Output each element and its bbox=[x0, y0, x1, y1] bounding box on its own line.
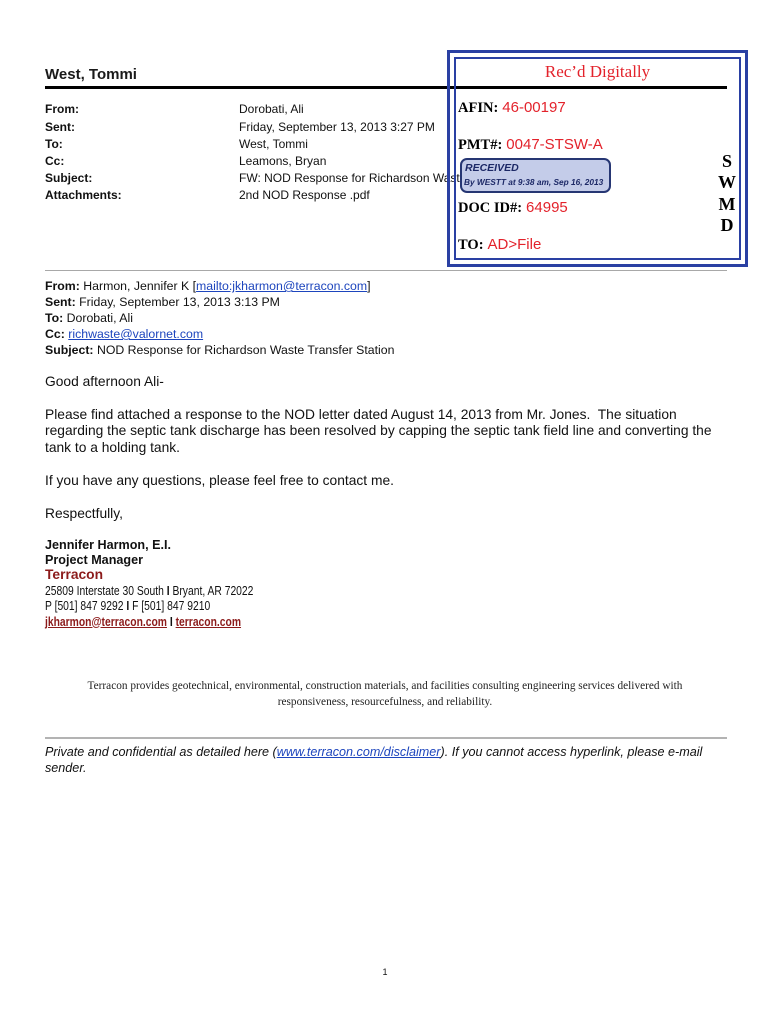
separator: I bbox=[166, 583, 170, 598]
stamp-pmt-row bbox=[458, 136, 603, 154]
forward-separator-rule bbox=[45, 270, 727, 271]
body-paragraph-line: tank to a holding tank. bbox=[45, 439, 180, 455]
address-street: 25809 Interstate 30 South bbox=[45, 583, 164, 598]
side-letter: D bbox=[720, 214, 734, 235]
header-row-sent bbox=[45, 119, 465, 136]
stamp-doc-id-label: DOC ID#: bbox=[458, 200, 523, 216]
closing-line: If you have any questions, please feel free to contact me. bbox=[45, 472, 394, 488]
attachment-name: 2nd NOD Response .pdf bbox=[239, 188, 370, 203]
separator: I bbox=[169, 614, 173, 629]
fwd-from-mailto-link[interactable]: mailto:jkharmon@terracon.com bbox=[196, 279, 368, 293]
stamp-afin-label: AFIN: bbox=[458, 100, 499, 116]
fwd-from-name: Harmon, Jennifer K [ bbox=[83, 279, 197, 293]
fwd-from-bracket: ] bbox=[367, 279, 371, 293]
header-row-subject bbox=[45, 170, 465, 187]
fwd-to-value: Dorobati, Ali bbox=[66, 311, 133, 325]
header-value: FW: NOD Response for Richardson Wast bbox=[239, 171, 460, 186]
stamp-side-letters bbox=[717, 151, 737, 236]
header-value: West, Tommi bbox=[239, 136, 308, 151]
phone-number: P [501] 847 9292 bbox=[45, 598, 124, 613]
header-label: To: bbox=[45, 136, 63, 151]
disclaimer-rule bbox=[45, 737, 727, 739]
header-label: Attachments: bbox=[45, 188, 122, 203]
forwarded-header bbox=[45, 278, 394, 358]
signature-name: Jennifer Harmon, E.I. bbox=[45, 537, 171, 552]
stamp-afin-value: 46-00197 bbox=[502, 99, 566, 116]
header-row-attachments bbox=[45, 187, 465, 204]
disclaimer-line: sender. bbox=[45, 761, 87, 775]
separator: I bbox=[126, 598, 130, 613]
fwd-subject-label: Subject: bbox=[45, 343, 94, 357]
header-row-cc bbox=[45, 153, 465, 170]
sign-off: Respectfully, bbox=[45, 505, 123, 521]
stamp-pmt-value: 0047-STSW-A bbox=[506, 136, 603, 153]
signature-web bbox=[45, 615, 241, 631]
fwd-subject-value: NOD Response for Richardson Waste Transfer Station bbox=[96, 343, 395, 357]
header-value: Friday, September 13, 2013 3:27 PM bbox=[239, 119, 435, 134]
header-label: Sent: bbox=[45, 119, 75, 134]
page-number: 1 bbox=[382, 967, 388, 977]
signature-website-link[interactable]: terracon.com bbox=[175, 614, 242, 629]
disclaimer-link[interactable]: www.terracon.com/disclaimer bbox=[276, 745, 441, 759]
body-paragraph-line: Please find attached a response to the NOD letter dated August 14, 2013 from Mr. Jones. The situation bbox=[45, 406, 677, 422]
stamp-doc-id-value: 64995 bbox=[526, 199, 568, 216]
header-row-from bbox=[45, 101, 465, 118]
disclaimer-text: ). If you cannot access hyperlink, please e-mail bbox=[440, 745, 703, 759]
body-paragraph-line: regarding the septic tank discharge has been resolved by capping the septic tank field line and converting the bbox=[45, 423, 712, 439]
fwd-sent-line bbox=[45, 294, 394, 310]
stamp-to-value: AD>File bbox=[487, 236, 542, 253]
stamp-afin-row bbox=[458, 99, 566, 117]
signature-company: Terracon bbox=[45, 567, 104, 582]
mailbox-owner-name: West, Tommi bbox=[45, 66, 137, 83]
fwd-to-label: To: bbox=[45, 311, 64, 325]
stamp-doc-id-row bbox=[458, 199, 568, 217]
fwd-sent-label: Sent: bbox=[45, 295, 76, 309]
fwd-sent-value: Friday, September 13, 2013 3:13 PM bbox=[79, 295, 280, 309]
signature-title: Project Manager bbox=[45, 552, 143, 567]
stamp-to-row bbox=[458, 236, 541, 254]
company-tagline-line: responsiveness, resourcefulness, and reliability. bbox=[277, 696, 493, 708]
signature-email-link[interactable]: jkharmon@terracon.com bbox=[45, 614, 167, 629]
signature-address bbox=[45, 584, 253, 600]
side-letter: W bbox=[718, 172, 736, 193]
fwd-from-label: From: bbox=[45, 279, 80, 293]
header-value: Leamons, Bryan bbox=[239, 153, 327, 168]
header-label: Cc: bbox=[45, 153, 65, 168]
fwd-cc-email-link[interactable]: richwaste@valornet.com bbox=[68, 327, 204, 341]
side-letter: S bbox=[721, 151, 732, 171]
header-value: Dorobati, Ali bbox=[239, 102, 304, 117]
stamp-to-label: TO: bbox=[458, 237, 484, 253]
company-tagline-line: Terracon provides geotechnical, environmental, construction materials, and facilities consulting engineering services delivered with bbox=[87, 680, 683, 692]
received-date-stamp bbox=[460, 158, 611, 193]
fwd-to-line bbox=[45, 310, 394, 326]
fwd-from-line bbox=[45, 278, 394, 294]
fwd-subject-line bbox=[45, 342, 394, 358]
header-label: Subject: bbox=[45, 171, 93, 186]
disclaimer-text: Private and confidential as detailed here ( bbox=[45, 745, 277, 759]
address-city: Bryant, AR 72022 bbox=[172, 583, 254, 598]
fax-number: F [501] 847 9210 bbox=[132, 598, 211, 613]
greeting: Good afternoon Ali- bbox=[45, 373, 164, 389]
received-stamp-title: RECEIVED bbox=[465, 162, 519, 174]
fwd-cc-line bbox=[45, 326, 394, 342]
side-letter: M bbox=[718, 193, 736, 214]
disclaimer-line bbox=[45, 744, 702, 760]
stamp-title: Rec’d Digitally bbox=[544, 62, 651, 81]
stamp-pmt-label: PMT#: bbox=[458, 137, 503, 153]
received-stamp-detail: By WESTT at 9:38 am, Sep 16, 2013 bbox=[464, 177, 604, 187]
header-label: From: bbox=[45, 102, 79, 117]
email-header-fields bbox=[45, 101, 465, 204]
header-row-to bbox=[45, 136, 465, 153]
fwd-cc-label: Cc: bbox=[45, 327, 65, 341]
signature-phone bbox=[45, 599, 210, 615]
